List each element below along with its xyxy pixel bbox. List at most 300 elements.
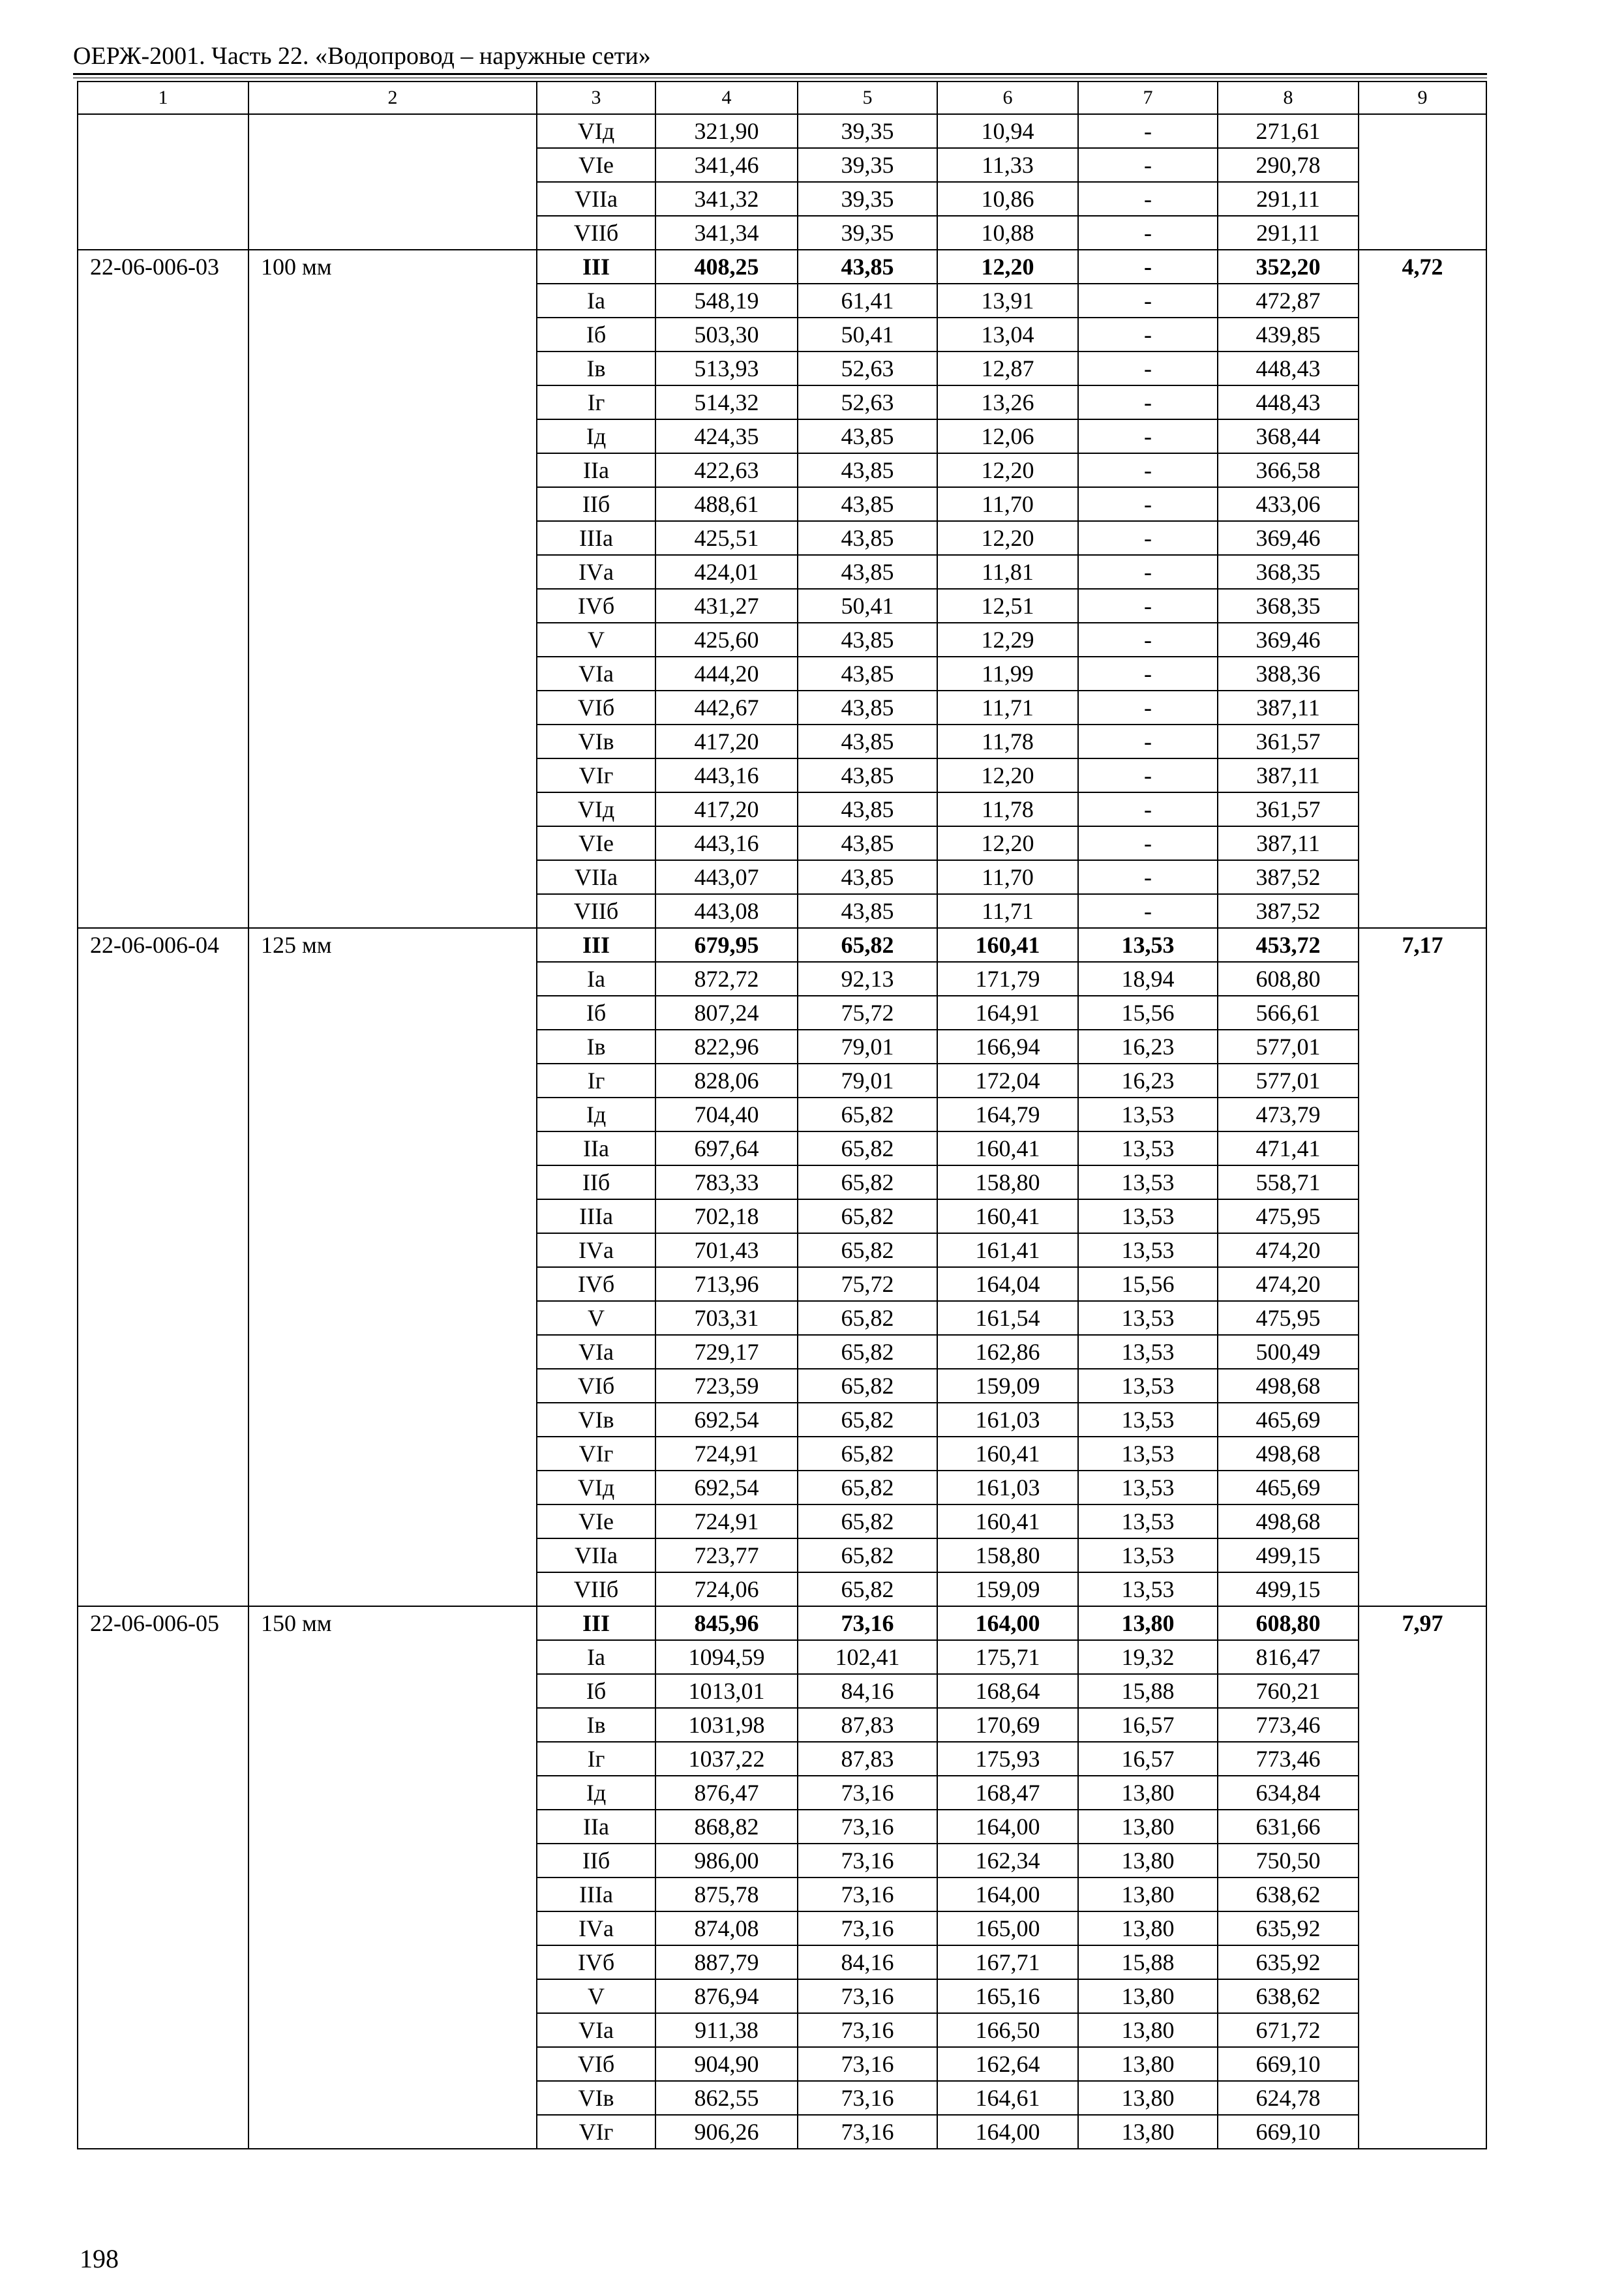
value-cell-c5: 43,85 — [798, 487, 937, 521]
value-cell-c7: 15,56 — [1078, 996, 1218, 1030]
value-cell-c6: 160,41 — [937, 1437, 1078, 1471]
value-cell-c8: 498,68 — [1218, 1369, 1359, 1403]
coefficient-cell — [1359, 114, 1486, 250]
value-cell-c6: 158,80 — [937, 1538, 1078, 1572]
value-cell-c6: 164,04 — [937, 1267, 1078, 1301]
value-cell-c5: 50,41 — [798, 589, 937, 623]
variant-cell: IIIа — [537, 1199, 655, 1233]
value-cell-c8: 471,41 — [1218, 1131, 1359, 1165]
value-cell-c6: 164,00 — [937, 1810, 1078, 1844]
resource-code-cell: 22-06-006-04 — [78, 928, 248, 1606]
value-cell-c4: 425,51 — [655, 521, 798, 555]
value-cell-c5: 92,13 — [798, 962, 937, 996]
diameter-cell: 125 мм — [248, 928, 537, 1606]
value-cell-c7: 13,53 — [1078, 1233, 1218, 1267]
variant-cell: IIа — [537, 1131, 655, 1165]
value-cell-c4: 443,08 — [655, 894, 798, 928]
value-cell-c4: 701,43 — [655, 1233, 798, 1267]
column-header-8: 8 — [1218, 82, 1359, 114]
value-cell-c8: 472,87 — [1218, 284, 1359, 318]
value-cell-c8: 475,95 — [1218, 1199, 1359, 1233]
value-cell-c5: 39,35 — [798, 216, 937, 250]
price-table — [77, 81, 1487, 2149]
variant-cell: IVа — [537, 555, 655, 589]
variant-cell: VIIа — [537, 1538, 655, 1572]
value-cell-c8: 558,71 — [1218, 1165, 1359, 1199]
value-cell-c4: 503,30 — [655, 318, 798, 352]
value-cell-c5: 73,16 — [798, 2115, 937, 2149]
value-cell-c5: 65,82 — [798, 1572, 937, 1606]
value-cell-c7: 13,53 — [1078, 1572, 1218, 1606]
value-cell-c7: - — [1078, 182, 1218, 216]
value-cell-c7: - — [1078, 860, 1218, 894]
value-cell-c4: 514,32 — [655, 385, 798, 419]
value-cell-c7: 13,53 — [1078, 1369, 1218, 1403]
value-cell-c8: 635,92 — [1218, 1945, 1359, 1979]
variant-cell: VIIб — [537, 216, 655, 250]
value-cell-c6: 161,03 — [937, 1403, 1078, 1437]
value-cell-c6: 13,91 — [937, 284, 1078, 318]
diameter-cell: 100 мм — [248, 250, 537, 928]
value-cell-c6: 12,20 — [937, 250, 1078, 284]
value-cell-c4: 703,31 — [655, 1301, 798, 1335]
value-cell-c7: - — [1078, 623, 1218, 657]
column-header-1: 1 — [78, 82, 248, 114]
value-cell-c4: 872,72 — [655, 962, 798, 996]
variant-cell: IIа — [537, 1810, 655, 1844]
value-cell-c6: 11,71 — [937, 691, 1078, 725]
value-cell-c4: 443,07 — [655, 860, 798, 894]
column-header-2: 2 — [248, 82, 537, 114]
value-cell-c7: - — [1078, 589, 1218, 623]
value-cell-c6: 11,81 — [937, 555, 1078, 589]
value-cell-c8: 498,68 — [1218, 1437, 1359, 1471]
variant-cell: Iд — [537, 1776, 655, 1810]
column-header-9: 9 — [1359, 82, 1486, 114]
column-header-5: 5 — [798, 82, 937, 114]
variant-cell: VIв — [537, 1403, 655, 1437]
value-cell-c6: 12,20 — [937, 521, 1078, 555]
page-header-title: ОЕРЖ-2001. Часть 22. «Водопровод – наружные сети» — [73, 42, 651, 70]
value-cell-c4: 424,35 — [655, 419, 798, 453]
value-cell-c6: 160,41 — [937, 928, 1078, 962]
value-cell-c5: 84,16 — [798, 1945, 937, 1979]
value-cell-c6: 158,80 — [937, 1165, 1078, 1199]
value-cell-c4: 443,16 — [655, 826, 798, 860]
value-cell-c8: 498,68 — [1218, 1504, 1359, 1538]
variant-cell: VIд — [537, 1471, 655, 1504]
value-cell-c6: 164,91 — [937, 996, 1078, 1030]
value-cell-c5: 87,83 — [798, 1708, 937, 1742]
value-cell-c4: 1094,59 — [655, 1640, 798, 1674]
value-cell-c5: 39,35 — [798, 148, 937, 182]
value-cell-c8: 669,10 — [1218, 2115, 1359, 2149]
value-cell-c5: 50,41 — [798, 318, 937, 352]
value-cell-c6: 10,88 — [937, 216, 1078, 250]
value-cell-c7: - — [1078, 487, 1218, 521]
value-cell-c8: 366,58 — [1218, 453, 1359, 487]
value-cell-c4: 692,54 — [655, 1403, 798, 1437]
value-cell-c5: 65,82 — [798, 928, 937, 962]
variant-cell: IVб — [537, 589, 655, 623]
value-cell-c7: 19,32 — [1078, 1640, 1218, 1674]
value-cell-c7: - — [1078, 216, 1218, 250]
value-cell-c5: 65,82 — [798, 1301, 937, 1335]
value-cell-c5: 65,82 — [798, 1165, 937, 1199]
value-cell-c8: 474,20 — [1218, 1233, 1359, 1267]
value-cell-c4: 868,82 — [655, 1810, 798, 1844]
value-cell-c7: - — [1078, 792, 1218, 826]
variant-cell: Iг — [537, 1742, 655, 1776]
value-cell-c5: 73,16 — [798, 1810, 937, 1844]
value-cell-c6: 11,70 — [937, 487, 1078, 521]
value-cell-c8: 368,44 — [1218, 419, 1359, 453]
value-cell-c5: 43,85 — [798, 758, 937, 792]
value-cell-c5: 65,82 — [798, 1504, 937, 1538]
value-cell-c5: 75,72 — [798, 1267, 937, 1301]
variant-cell: Iа — [537, 1640, 655, 1674]
value-cell-c7: 13,80 — [1078, 1911, 1218, 1945]
value-cell-c5: 52,63 — [798, 385, 937, 419]
value-cell-c4: 425,60 — [655, 623, 798, 657]
value-cell-c4: 704,40 — [655, 1098, 798, 1131]
variant-cell: VIа — [537, 2013, 655, 2047]
value-cell-c6: 164,00 — [937, 2115, 1078, 2149]
value-cell-c8: 671,72 — [1218, 2013, 1359, 2047]
variant-cell: Iд — [537, 1098, 655, 1131]
value-cell-c5: 43,85 — [798, 521, 937, 555]
value-cell-c8: 750,50 — [1218, 1844, 1359, 1878]
value-cell-c6: 12,87 — [937, 352, 1078, 385]
value-cell-c5: 43,85 — [798, 860, 937, 894]
value-cell-c5: 73,16 — [798, 1979, 937, 2013]
value-cell-c7: - — [1078, 352, 1218, 385]
value-cell-c6: 159,09 — [937, 1572, 1078, 1606]
page-number: 198 — [80, 2244, 119, 2273]
value-cell-c6: 161,41 — [937, 1233, 1078, 1267]
value-cell-c7: 15,88 — [1078, 1945, 1218, 1979]
value-cell-c7: 13,53 — [1078, 1504, 1218, 1538]
column-header-4: 4 — [655, 82, 798, 114]
value-cell-c4: 724,06 — [655, 1572, 798, 1606]
variant-cell: IIб — [537, 1165, 655, 1199]
value-cell-c7: - — [1078, 725, 1218, 758]
value-cell-c8: 361,57 — [1218, 792, 1359, 826]
value-cell-c4: 431,27 — [655, 589, 798, 623]
value-cell-c6: 175,71 — [937, 1640, 1078, 1674]
value-cell-c8: 388,36 — [1218, 657, 1359, 691]
variant-cell: VIе — [537, 148, 655, 182]
value-cell-c7: 13,80 — [1078, 2081, 1218, 2115]
value-cell-c8: 433,06 — [1218, 487, 1359, 521]
value-cell-c6: 170,69 — [937, 1708, 1078, 1742]
value-cell-c5: 61,41 — [798, 284, 937, 318]
value-cell-c8: 773,46 — [1218, 1742, 1359, 1776]
table-row — [78, 928, 1486, 962]
value-cell-c4: 422,63 — [655, 453, 798, 487]
value-cell-c8: 816,47 — [1218, 1640, 1359, 1674]
value-cell-c7: 13,80 — [1078, 1810, 1218, 1844]
value-cell-c4: 887,79 — [655, 1945, 798, 1979]
value-cell-c4: 1013,01 — [655, 1674, 798, 1708]
value-cell-c8: 608,80 — [1218, 1606, 1359, 1640]
value-cell-c6: 12,20 — [937, 758, 1078, 792]
value-cell-c8: 624,78 — [1218, 2081, 1359, 2115]
value-cell-c4: 341,46 — [655, 148, 798, 182]
value-cell-c4: 424,01 — [655, 555, 798, 589]
variant-cell: Iб — [537, 318, 655, 352]
value-cell-c7: - — [1078, 691, 1218, 725]
value-cell-c7: - — [1078, 419, 1218, 453]
variant-cell: Iг — [537, 385, 655, 419]
value-cell-c4: 341,32 — [655, 182, 798, 216]
value-cell-c8: 566,61 — [1218, 996, 1359, 1030]
value-cell-c8: 638,62 — [1218, 1979, 1359, 2013]
value-cell-c8: 473,79 — [1218, 1098, 1359, 1131]
value-cell-c4: 986,00 — [655, 1844, 798, 1878]
value-cell-c5: 43,85 — [798, 250, 937, 284]
value-cell-c6: 167,71 — [937, 1945, 1078, 1979]
value-cell-c4: 723,77 — [655, 1538, 798, 1572]
value-cell-c6: 12,20 — [937, 826, 1078, 860]
variant-cell: VIIб — [537, 894, 655, 928]
table-row — [78, 250, 1486, 284]
value-cell-c8: 453,72 — [1218, 928, 1359, 962]
value-cell-c5: 73,16 — [798, 1844, 937, 1878]
value-cell-c4: 442,67 — [655, 691, 798, 725]
variant-cell: VIе — [537, 826, 655, 860]
value-cell-c7: - — [1078, 250, 1218, 284]
variant-cell: VIв — [537, 725, 655, 758]
value-cell-c4: 443,16 — [655, 758, 798, 792]
value-cell-c6: 168,64 — [937, 1674, 1078, 1708]
value-cell-c5: 52,63 — [798, 352, 937, 385]
table-header — [78, 82, 1486, 114]
value-cell-c6: 166,50 — [937, 2013, 1078, 2047]
value-cell-c8: 631,66 — [1218, 1810, 1359, 1844]
value-cell-c4: 1031,98 — [655, 1708, 798, 1742]
value-cell-c7: 13,80 — [1078, 1979, 1218, 2013]
value-cell-c4: 904,90 — [655, 2047, 798, 2081]
value-cell-c7: 13,80 — [1078, 1844, 1218, 1878]
value-cell-c4: 1037,22 — [655, 1742, 798, 1776]
value-cell-c7: 13,53 — [1078, 1199, 1218, 1233]
variant-cell: VIд — [537, 114, 655, 148]
value-cell-c5: 43,85 — [798, 419, 937, 453]
value-cell-c4: 807,24 — [655, 996, 798, 1030]
value-cell-c4: 408,25 — [655, 250, 798, 284]
value-cell-c4: 876,94 — [655, 1979, 798, 2013]
resource-code-cell: 22-06-006-03 — [78, 250, 248, 928]
value-cell-c8: 368,35 — [1218, 589, 1359, 623]
value-cell-c6: 160,41 — [937, 1199, 1078, 1233]
value-cell-c5: 43,85 — [798, 623, 937, 657]
value-cell-c4: 724,91 — [655, 1437, 798, 1471]
value-cell-c7: - — [1078, 521, 1218, 555]
value-cell-c8: 669,10 — [1218, 2047, 1359, 2081]
value-cell-c7: 13,53 — [1078, 1538, 1218, 1572]
value-cell-c6: 168,47 — [937, 1776, 1078, 1810]
value-cell-c5: 43,85 — [798, 555, 937, 589]
value-cell-c7: - — [1078, 148, 1218, 182]
value-cell-c7: 13,80 — [1078, 1606, 1218, 1640]
value-cell-c8: 290,78 — [1218, 148, 1359, 182]
variant-cell: IVа — [537, 1233, 655, 1267]
value-cell-c5: 39,35 — [798, 182, 937, 216]
value-cell-c8: 475,95 — [1218, 1301, 1359, 1335]
value-cell-c7: - — [1078, 657, 1218, 691]
value-cell-c4: 906,26 — [655, 2115, 798, 2149]
variant-cell: VIд — [537, 792, 655, 826]
variant-cell: IIа — [537, 453, 655, 487]
variant-cell: VIб — [537, 691, 655, 725]
variant-cell: IVб — [537, 1267, 655, 1301]
value-cell-c7: - — [1078, 826, 1218, 860]
value-cell-c6: 12,20 — [937, 453, 1078, 487]
value-cell-c5: 102,41 — [798, 1640, 937, 1674]
value-cell-c4: 876,47 — [655, 1776, 798, 1810]
value-cell-c8: 387,11 — [1218, 691, 1359, 725]
value-cell-c5: 43,85 — [798, 826, 937, 860]
variant-cell: Iв — [537, 352, 655, 385]
value-cell-c8: 760,21 — [1218, 1674, 1359, 1708]
value-cell-c6: 13,04 — [937, 318, 1078, 352]
value-cell-c7: 13,53 — [1078, 1165, 1218, 1199]
variant-cell: Iа — [537, 284, 655, 318]
table-row — [78, 114, 1486, 148]
value-cell-c4: 341,34 — [655, 216, 798, 250]
value-cell-c7: - — [1078, 555, 1218, 589]
value-cell-c6: 10,94 — [937, 114, 1078, 148]
value-cell-c8: 387,52 — [1218, 894, 1359, 928]
column-number-row — [78, 82, 1486, 114]
value-cell-c6: 161,54 — [937, 1301, 1078, 1335]
diameter-cell: 150 мм — [248, 1606, 537, 2149]
value-cell-c8: 369,46 — [1218, 623, 1359, 657]
value-cell-c6: 12,29 — [937, 623, 1078, 657]
value-cell-c7: 16,23 — [1078, 1064, 1218, 1098]
value-cell-c8: 577,01 — [1218, 1030, 1359, 1064]
value-cell-c4: 713,96 — [655, 1267, 798, 1301]
variant-cell: Iб — [537, 996, 655, 1030]
value-cell-c7: 16,23 — [1078, 1030, 1218, 1064]
value-cell-c7: - — [1078, 318, 1218, 352]
value-cell-c6: 10,86 — [937, 182, 1078, 216]
value-cell-c4: 724,91 — [655, 1504, 798, 1538]
value-cell-c8: 369,46 — [1218, 521, 1359, 555]
value-cell-c5: 43,85 — [798, 894, 937, 928]
variant-cell: III — [537, 928, 655, 962]
value-cell-c4: 845,96 — [655, 1606, 798, 1640]
value-cell-c5: 73,16 — [798, 1878, 937, 1911]
value-cell-c7: 13,80 — [1078, 2115, 1218, 2149]
value-cell-c7: 13,53 — [1078, 1131, 1218, 1165]
value-cell-c6: 162,64 — [937, 2047, 1078, 2081]
value-cell-c5: 84,16 — [798, 1674, 937, 1708]
value-cell-c7: 13,80 — [1078, 2013, 1218, 2047]
value-cell-c8: 500,49 — [1218, 1335, 1359, 1369]
value-cell-c7: 15,88 — [1078, 1674, 1218, 1708]
variant-cell: IIIа — [537, 521, 655, 555]
value-cell-c8: 499,15 — [1218, 1572, 1359, 1606]
value-cell-c6: 11,71 — [937, 894, 1078, 928]
value-cell-c4: 862,55 — [655, 2081, 798, 2115]
variant-cell: VIв — [537, 2081, 655, 2115]
variant-cell: Iб — [537, 1674, 655, 1708]
value-cell-c7: 18,94 — [1078, 962, 1218, 996]
value-cell-c8: 361,57 — [1218, 725, 1359, 758]
value-cell-c5: 65,82 — [798, 1403, 937, 1437]
value-cell-c8: 448,43 — [1218, 352, 1359, 385]
value-cell-c6: 172,04 — [937, 1064, 1078, 1098]
value-cell-c8: 448,43 — [1218, 385, 1359, 419]
variant-cell: VIIб — [537, 1572, 655, 1606]
value-cell-c5: 39,35 — [798, 114, 937, 148]
value-cell-c7: - — [1078, 758, 1218, 792]
value-cell-c8: 635,92 — [1218, 1911, 1359, 1945]
table-body — [78, 114, 1486, 2149]
value-cell-c5: 65,82 — [798, 1471, 937, 1504]
value-cell-c7: - — [1078, 284, 1218, 318]
variant-cell: V — [537, 1301, 655, 1335]
value-cell-c5: 43,85 — [798, 725, 937, 758]
value-cell-c8: 368,35 — [1218, 555, 1359, 589]
value-cell-c5: 65,82 — [798, 1098, 937, 1131]
value-cell-c8: 638,62 — [1218, 1878, 1359, 1911]
value-cell-c5: 65,82 — [798, 1437, 937, 1471]
variant-cell: VIа — [537, 657, 655, 691]
value-cell-c7: 15,56 — [1078, 1267, 1218, 1301]
value-cell-c4: 702,18 — [655, 1199, 798, 1233]
value-cell-c6: 164,79 — [937, 1098, 1078, 1131]
coefficient-cell: 7,97 — [1359, 1606, 1486, 2149]
value-cell-c5: 73,16 — [798, 1776, 937, 1810]
value-cell-c5: 43,85 — [798, 657, 937, 691]
variant-cell: Iв — [537, 1030, 655, 1064]
value-cell-c6: 165,16 — [937, 1979, 1078, 2013]
value-cell-c8: 387,52 — [1218, 860, 1359, 894]
variant-cell: VIг — [537, 1437, 655, 1471]
value-cell-c5: 73,16 — [798, 2081, 937, 2115]
value-cell-c6: 165,00 — [937, 1911, 1078, 1945]
value-cell-c6: 161,03 — [937, 1471, 1078, 1504]
value-cell-c4: 911,38 — [655, 2013, 798, 2047]
resource-code-cell — [78, 114, 248, 250]
value-cell-c4: 444,20 — [655, 657, 798, 691]
resource-code-cell: 22-06-006-05 — [78, 1606, 248, 2149]
value-cell-c6: 11,99 — [937, 657, 1078, 691]
column-header-3: 3 — [537, 82, 655, 114]
value-cell-c6: 11,78 — [937, 725, 1078, 758]
value-cell-c6: 175,93 — [937, 1742, 1078, 1776]
value-cell-c8: 465,69 — [1218, 1403, 1359, 1437]
variant-cell: V — [537, 623, 655, 657]
value-cell-c4: 723,59 — [655, 1369, 798, 1403]
variant-cell: IIб — [537, 1844, 655, 1878]
value-cell-c4: 783,33 — [655, 1165, 798, 1199]
value-cell-c6: 11,78 — [937, 792, 1078, 826]
value-cell-c5: 65,82 — [798, 1538, 937, 1572]
value-cell-c4: 417,20 — [655, 792, 798, 826]
variant-cell: III — [537, 1606, 655, 1640]
value-cell-c6: 171,79 — [937, 962, 1078, 996]
value-cell-c7: 13,53 — [1078, 1335, 1218, 1369]
variant-cell: Iв — [537, 1708, 655, 1742]
value-cell-c8: 271,61 — [1218, 114, 1359, 148]
value-cell-c6: 11,33 — [937, 148, 1078, 182]
column-header-6: 6 — [937, 82, 1078, 114]
value-cell-c8: 499,15 — [1218, 1538, 1359, 1572]
